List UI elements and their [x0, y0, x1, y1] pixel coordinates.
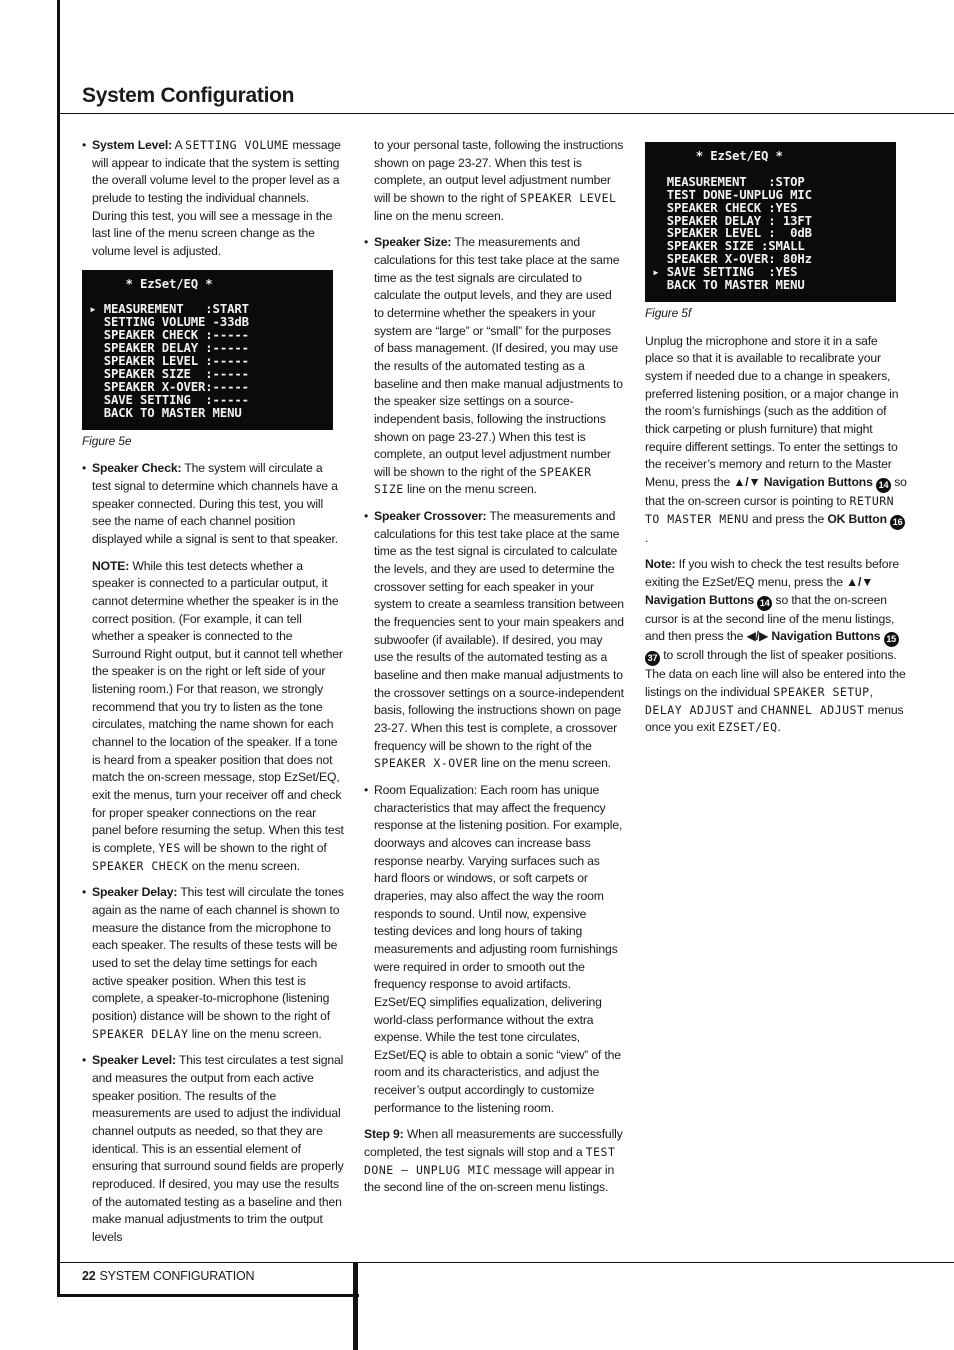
- figure-5f-caption: Figure 5f: [645, 306, 692, 320]
- callout-number-icon: 14: [876, 478, 891, 493]
- callout-number-icon: 14: [757, 596, 772, 611]
- speaker-delay-paragraph: • Speaker Delay: This test will circulate the tones again as the name of each channel is shown to measure the distance from the microphone to each speaker. The results of these tests will be used to set the delay time settings for each active speaker position. When this test is complete, a speaker-to-microphone (listening position) distance will be shown to the right of SPEAKER DELAY line on the menu screen.: [82, 884, 344, 1043]
- note-paragraph: NOTE: While this test detects whether a speaker is connected to a particular output, it cannot determine whether the speaker is in the correct position. (For example, it can tell whether a speaker is connected to the Surround Right output, but it cannot tell whether the speaker is on the right or left side of your listening room.) For that reason, we strongly recommend that you try to listen as the tone circulates, matching the name shown for each channel to the location of the speaker. If a tone is heard from a speaker position that does not match the on-screen message, stop EzSet/EQ, exit the menus, turn your receiver off and check for proper speaker connections on the rear panel before resuming the setup. When this test is complete, YES will be shown to the right of SPEAKER CHECK on the menu screen.: [92, 558, 344, 873]
- left-margin-rule: [57, 0, 60, 1296]
- page-footer: [82, 1269, 254, 1283]
- step-9-paragraph: Step 9: When all measurements are successfully completed, the test signals will stop and a TEST DONE – UNPLUG MIC message will appear in the second line of the on-screen menu listings.: [364, 1127, 623, 1195]
- column-3: [645, 137, 907, 746]
- room-equalization-paragraph: • Room Equalization: Each room has unique characteristics that may affect the frequency response at the listening position. For example, doorways and alcoves can increase bass response nearby. Varying surfaces such as hard floors or windows, or soft carpets or draperies, may also affect the way the room responds to sound. Until now, expensive testing devices and long hours of taking measurements and adjusting room furnishings were required in order to smooth out the frequency response to avoid artifacts. EzSet/EQ simplifies equalization, delivering world-class performance without the extra expense. While the test tone circulates, EzSet/EQ is able to obtain a sonic “view” of the room and its characteristics, and adjust the receiver’s output accordingly to customize performance to the listening room.: [364, 782, 624, 1117]
- system-level-paragraph: • System Level: A SETTING VOLUME message will appear to indicate that the system is setting the overall volume level to the proper level as a prelude to testing the individual channels. During this test, you will see a message in the last line of the menu screen change as the volume level is adjusted.: [82, 137, 344, 261]
- callout-number-icon: 16: [890, 515, 905, 530]
- footer-rule-bottom: [57, 1294, 359, 1297]
- header-rule: [57, 113, 954, 114]
- figure-5e-caption: Figure 5e: [82, 433, 132, 448]
- callout-number-icon: 15: [884, 632, 899, 647]
- speaker-size-paragraph: • Speaker Size: The measurements and calculations for this test take place at the same time as the test signals are circulated to calculate the output levels, and they are used to determine whether the speakers in your system are “large” or “small” for the purposes of bass management. (If desired, you may use the results of the automated testing as a baseline and then make manual adjustments to the speaker size settings on a source-independent basis, following the instructions shown on page 23-27.) When this test is complete, an output level adjustment number will be shown to the right of the SPEAKER SIZE line on the menu screen.: [364, 234, 624, 499]
- speaker-check-paragraph: • Speaker Check: The system will circulate a test signal to determine which channels have a speaker connected. During this test, you will see the name of each channel position displayed while a signal is sent to that speaker.: [82, 460, 344, 548]
- osd-text: SETTING VOLUME: [185, 138, 290, 152]
- page-title: System Configuration: [82, 84, 295, 107]
- callout-number-icon: 37: [645, 651, 660, 666]
- speaker-crossover-paragraph: • Speaker Crossover: The measurements and calculations for this test take place at the same time as the test signal is circulated to calculate the levels, and they are used to determine the crossover setting for each speaker in your system to create a seamless transition between the frequencies sent to your main speakers and subwoofer (if available). If desired, you may use the results of the automated testing as a baseline and then make manual adjustments to the crossover settings on a source-independent basis, following the instructions shown on page 23-27. When this test is complete, a crossover frequency will be shown to the right of the SPEAKER X-OVER line on the menu screen.: [364, 508, 624, 773]
- footer-rule-vertical: [353, 1262, 358, 1350]
- page-number: 22: [82, 1269, 96, 1283]
- figure-5f-screen: * EzSet/EQ * MEASUREMENT :STOP TEST DONE-UNPLUG MIC SPEAKER CHECK :YES SPEAKER DELAY : 13FT SPEAKER LEVEL : 0dB SPEAKER SIZE :SMALL SPEAKER X-OVER: 80Hz ▸ SAVE SETTING :YES BACK TO MASTER MENU: [645, 142, 896, 302]
- column-2: [364, 137, 624, 1206]
- footer-section: SYSTEM CONFIGURATION: [99, 1269, 255, 1283]
- speaker-level-continued: to your personal taste, following the instructions shown on page 23-27. When this test is complete, an output level adjustment number will be shown to the right of SPEAKER LEVEL line on the menu screen.: [374, 138, 624, 223]
- figure-5e-screen: * EzSet/EQ * ▸ MEASUREMENT :START SETTING VOLUME -33dB SPEAKER CHECK :----- SPEAKER DELAY :----- SPEAKER LEVEL :----- SPEAKER SIZE :----- SPEAKER X-OVER:----- SAVE SETTING :----- BACK TO MASTER MENU: [82, 270, 333, 430]
- unplug-mic-paragraph: Unplug the microphone and store it in a safe place so that it is available to recalibrate your system if needed due to a change in speakers, preferred listening position, or a major change in the room’s furnishings (such as the addition of thick carpeting or plush furniture) that might require different settings. To enter the settings to the receiver’s memory and return to the Master Menu, press the ▲/▼ Navigation Buttons 14 so that the on-screen cursor is pointing to RETURN TO MASTER MENU and press the OK Button 16.: [645, 333, 907, 545]
- column-1: [82, 137, 344, 1255]
- note-check-results-paragraph: Note: If you wish to check the test results before exiting the EzSet/EQ menu, press the ▲/▼ Navigation Buttons 14 so that the on-screen cursor is at the second line of the menu listings, and then press the ◀/▶ Navigation Buttons 1537 to scroll through the list of speaker positions. The data on each line will also be entered into the listings on the individual SPEAKER SETUP, DELAY ADJUST and CHANNEL ADJUST menus once you exit EZSET/EQ.: [645, 557, 906, 735]
- footer-rule: [57, 1262, 954, 1263]
- system-level-label: System Level:: [92, 138, 173, 152]
- speaker-level-paragraph: • Speaker Level: This test circulates a test signal and measures the output from each active speaker position. The results of the measurements are used to adjust the individual channel outputs as needed, so that they are identical. This is an essential element of ensuring that surround sound fields are properly reproduced. If desired, you may use the results of the automated testing as a baseline and then make manual adjustments to trim the output levels: [82, 1052, 344, 1246]
